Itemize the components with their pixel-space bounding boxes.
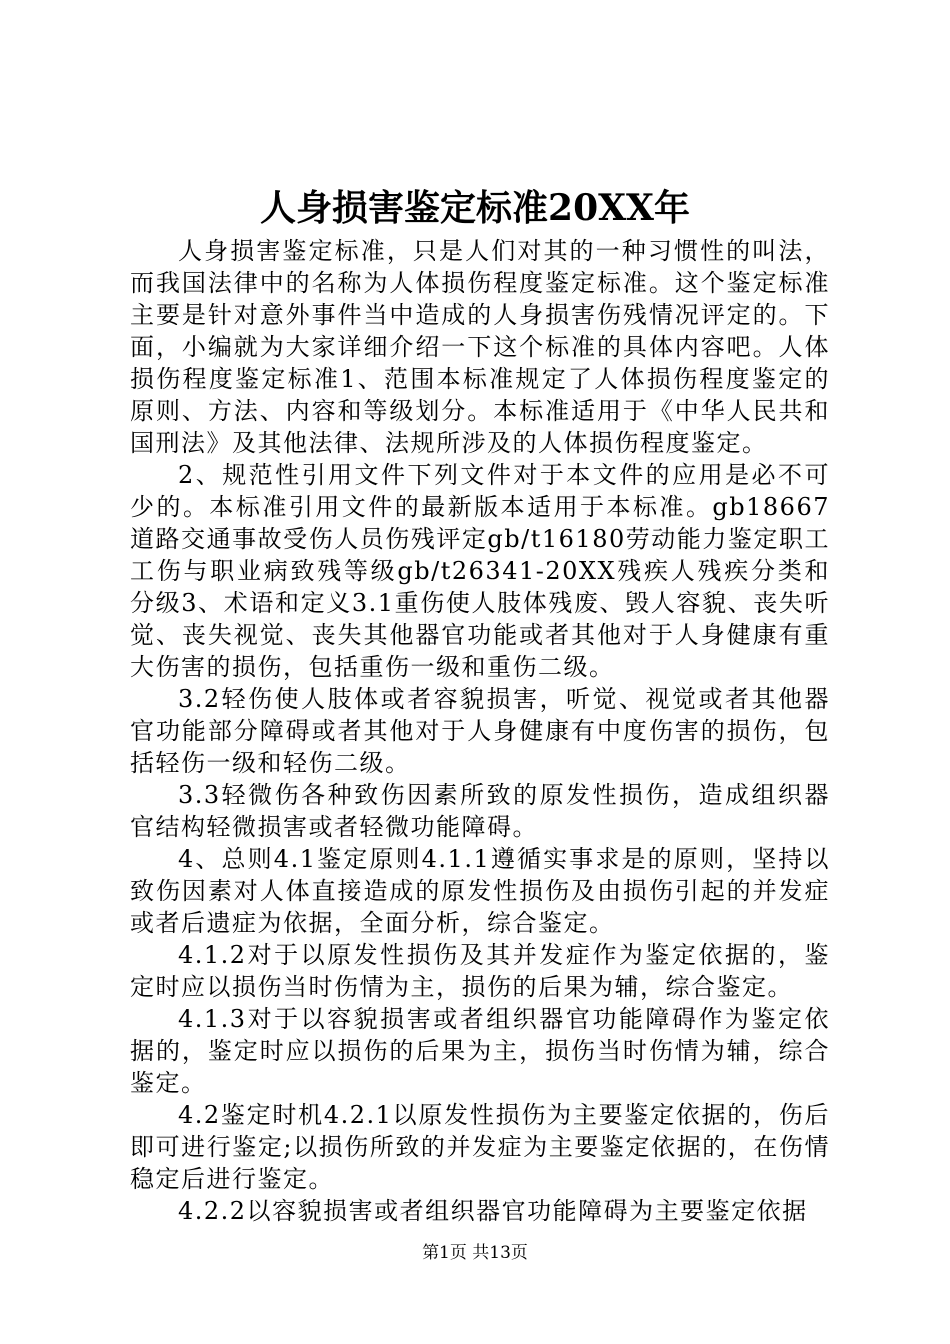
paragraph-7: 4.1.3对于以容貌损害或者组织器官功能障碍作为鉴定依据的，鉴定时应以损伤的后果为主，损伤当时伤情为辅，综合鉴定。 — [130, 1005, 830, 1097]
paragraph-3: 3.2轻伤使人肢体或者容貌损害，听觉、视觉或者其他器官功能部分障碍或者其他对于人身健康有中度伤害的损伤，包括轻伤一级和轻伤二级。 — [130, 685, 830, 777]
paragraph-5: 4、总则4.1鉴定原则4.1.1遵循实事求是的原则，坚持以致伤因素对人体直接造成的原发性损伤及由损伤引起的并发症或者后遗症为依据，全面分析，综合鉴定。 — [130, 845, 830, 937]
paragraph-6: 4.1.2对于以原发性损伤及其并发症作为鉴定依据的，鉴定时应以损伤当时伤情为主，损伤的后果为辅，综合鉴定。 — [130, 941, 830, 1001]
paragraph-9: 4.2.2以容貌损害或者组织器官功能障碍为主要鉴定依据 — [178, 1197, 808, 1225]
document-title: 人身损害鉴定标准20XX年 — [260, 187, 690, 229]
paragraph-4: 3.3轻微伤各种致伤因素所致的原发性损伤，造成组织器官结构轻微损害或者轻微功能障碍。 — [130, 781, 830, 841]
page-footer: 第1页 共13页 — [422, 1243, 528, 1263]
document-body — [130, 235, 830, 1227]
paragraph-8: 4.2鉴定时机4.2.1以原发性损伤为主要鉴定依据的，伤后即可进行鉴定;以损伤所致的并发症为主要鉴定依据的，在伤情稳定后进行鉴定。 — [130, 1101, 830, 1193]
paragraph-1: 人身损害鉴定标准，只是人们对其的一种习惯性的叫法，而我国法律中的名称为人体损伤程度鉴定标准。这个鉴定标准主要是针对意外事件当中造成的人身损害伤残情况评定的。下面，小编就为大家详细介绍一下这个标准的具体内容吧。人体损伤程度鉴定标准1、范围本标准规定了人体损伤程度鉴定的原则、方法、内容和等级划分。本标准适用于《中华人民共和国刑法》及其他法律、法规所涉及的人体损伤程度鉴定。 — [130, 237, 830, 457]
paragraph-2: 2、规范性引用文件下列文件对于本文件的应用是必不可少的。本标准引用文件的最新版本适用于本标准。gb18667道路交通事故受伤人员伤残评定gb/t16180劳动能力鉴定职工工伤与职业病致残等级gb/t26341-20XX残疾人残疾分类和分级3、术语和定义3.1重伤使人肢体残废、毁人容貌、丧失听觉、丧失视觉、丧失其他器官功能或者其他对于人身健康有重大伤害的损伤，包括重伤一级和重伤二级。 — [130, 461, 830, 681]
